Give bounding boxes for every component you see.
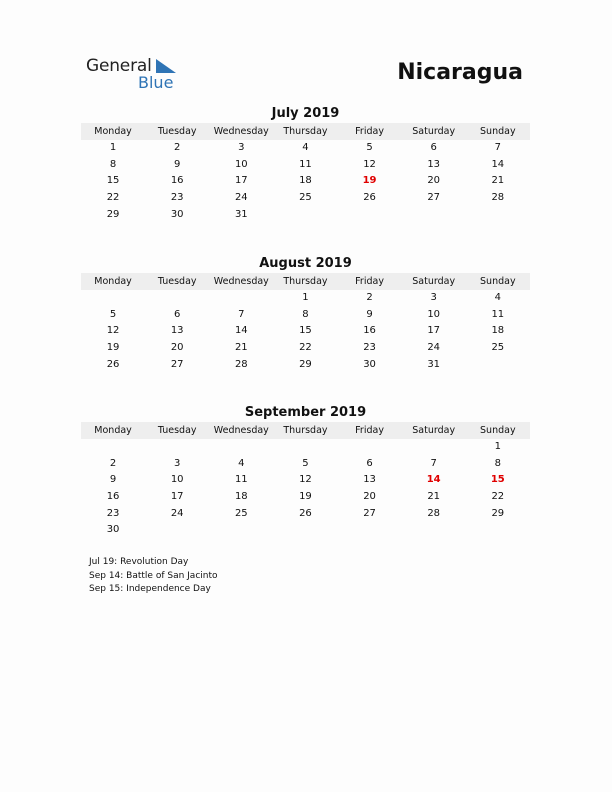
day-cell: 14 bbox=[234, 325, 248, 337]
day-cell: 7 bbox=[238, 308, 245, 320]
day-cell bbox=[209, 290, 273, 307]
day-cell: 26 bbox=[363, 192, 376, 204]
holiday-note: Sep 15: Independence Day bbox=[89, 584, 211, 594]
day-cell: 1 bbox=[109, 142, 117, 153]
day-cell: 1 bbox=[302, 292, 309, 303]
week-row bbox=[81, 173, 530, 190]
day-cell bbox=[145, 290, 209, 307]
day-cell: 12 bbox=[106, 325, 120, 337]
week-row bbox=[81, 290, 530, 307]
weekday-label: Saturday bbox=[412, 126, 456, 137]
week-row bbox=[81, 439, 530, 456]
day-cell: 4 bbox=[302, 142, 309, 153]
day-cell: 3 bbox=[238, 142, 245, 153]
day-cell: 10 bbox=[234, 158, 248, 170]
day-cell: 17 bbox=[234, 175, 248, 187]
week-row bbox=[81, 140, 530, 157]
weekday-label: Wednesday bbox=[213, 126, 269, 137]
day-cell: 8 bbox=[494, 457, 501, 469]
day-cell: 4 bbox=[494, 292, 501, 303]
day-cell bbox=[273, 439, 337, 456]
day-cell: 6 bbox=[430, 142, 437, 153]
day-cell: 27 bbox=[427, 192, 441, 204]
day-cell: 19 bbox=[362, 175, 377, 187]
week-row bbox=[81, 157, 530, 174]
day-cell: 3 bbox=[430, 292, 437, 303]
logo bbox=[86, 56, 196, 96]
day-cell: 9 bbox=[109, 474, 117, 486]
day-cell: 22 bbox=[299, 342, 312, 354]
day-cell: 24 bbox=[170, 507, 184, 519]
day-cell: 9 bbox=[366, 308, 373, 320]
day-cell bbox=[338, 207, 402, 224]
day-cell: 25 bbox=[299, 192, 312, 204]
day-cell bbox=[402, 522, 466, 539]
weekday-label: Monday bbox=[94, 276, 132, 287]
holiday-note: Jul 19: Revolution Day bbox=[89, 557, 189, 567]
week-row bbox=[81, 207, 530, 224]
day-cell: 5 bbox=[366, 142, 373, 153]
day-cell: 29 bbox=[106, 208, 120, 220]
day-cell: 20 bbox=[427, 175, 441, 187]
weekday-label: Saturday bbox=[412, 425, 456, 436]
day-cell: 17 bbox=[170, 491, 184, 503]
day-cell bbox=[145, 439, 209, 456]
day-cell: 22 bbox=[106, 192, 120, 204]
day-cell: 24 bbox=[427, 342, 441, 354]
day-cell: 6 bbox=[174, 308, 181, 320]
week-row bbox=[81, 190, 530, 207]
day-cell bbox=[81, 439, 145, 456]
weekday-label: Sunday bbox=[480, 276, 516, 287]
day-cell: 16 bbox=[363, 325, 376, 337]
weekday-label: Tuesday bbox=[157, 276, 197, 287]
weekday-label: Saturday bbox=[412, 276, 456, 287]
day-cell: 30 bbox=[363, 358, 376, 370]
month-august bbox=[81, 255, 530, 373]
weekday-label: Monday bbox=[94, 126, 132, 137]
week-row bbox=[81, 456, 530, 473]
weekday-label: Tuesday bbox=[157, 425, 197, 436]
logo-general-text: General bbox=[86, 56, 152, 76]
day-cell: 10 bbox=[427, 308, 441, 320]
day-cell: 21 bbox=[491, 175, 505, 187]
day-cell: 20 bbox=[363, 491, 376, 503]
day-cell: 13 bbox=[427, 158, 441, 170]
day-cell: 1 bbox=[494, 441, 501, 452]
weekday-label: Monday bbox=[94, 425, 132, 436]
weekday-label: Wednesday bbox=[213, 276, 269, 287]
day-cell: 19 bbox=[299, 491, 312, 503]
day-cell: 7 bbox=[494, 142, 501, 153]
day-cell: 14 bbox=[426, 474, 441, 486]
day-cell: 2 bbox=[366, 292, 373, 303]
day-cell: 6 bbox=[366, 457, 373, 469]
country-title: Nicaragua bbox=[397, 60, 523, 85]
week-row bbox=[81, 472, 530, 489]
weekday-label: Thursday bbox=[283, 276, 328, 287]
day-cell: 25 bbox=[491, 342, 505, 354]
week-row bbox=[81, 340, 530, 357]
month-july bbox=[81, 105, 530, 223]
weekday-label: Friday bbox=[355, 126, 384, 137]
day-cell: 24 bbox=[234, 192, 248, 204]
weekday-label: Friday bbox=[355, 276, 384, 287]
week-row bbox=[81, 357, 530, 374]
day-cell: 3 bbox=[174, 457, 181, 469]
day-cell: 29 bbox=[491, 507, 505, 519]
day-cell: 13 bbox=[363, 474, 376, 486]
day-cell: 18 bbox=[234, 491, 248, 503]
day-cell: 11 bbox=[299, 158, 312, 170]
month-title: July 2019 bbox=[271, 106, 340, 121]
weekday-header bbox=[81, 422, 530, 439]
day-cell bbox=[402, 207, 466, 224]
day-cell: 2 bbox=[174, 142, 181, 153]
day-cell bbox=[273, 522, 337, 539]
day-cell: 18 bbox=[491, 325, 505, 337]
day-cell: 20 bbox=[170, 342, 184, 354]
holiday-notes bbox=[89, 556, 218, 597]
day-cell: 8 bbox=[109, 158, 117, 170]
day-cell: 11 bbox=[491, 308, 505, 320]
day-cell: 28 bbox=[491, 192, 505, 204]
day-cell bbox=[402, 439, 466, 456]
day-cell: 17 bbox=[427, 325, 441, 337]
day-cell: 21 bbox=[234, 342, 248, 354]
day-cell: 30 bbox=[170, 208, 184, 220]
day-cell: 14 bbox=[491, 158, 505, 170]
weekday-label: Friday bbox=[355, 425, 384, 436]
week-row bbox=[81, 307, 530, 324]
day-cell bbox=[466, 522, 530, 539]
day-cell: 29 bbox=[299, 358, 312, 370]
day-cell: 15 bbox=[106, 175, 120, 187]
day-cell: 26 bbox=[299, 507, 312, 519]
day-cell: 22 bbox=[491, 491, 505, 503]
weekday-header bbox=[81, 123, 530, 140]
day-cell: 19 bbox=[106, 342, 120, 354]
week-row bbox=[81, 506, 530, 523]
day-cell: 28 bbox=[234, 358, 248, 370]
weekday-header bbox=[81, 273, 530, 290]
week-row bbox=[81, 323, 530, 340]
day-cell: 27 bbox=[363, 507, 376, 519]
day-cell: 16 bbox=[170, 175, 184, 187]
day-cell: 26 bbox=[106, 358, 120, 370]
day-cell: 15 bbox=[299, 325, 312, 337]
day-cell: 2 bbox=[109, 457, 117, 469]
day-cell: 27 bbox=[170, 358, 184, 370]
day-cell: 15 bbox=[490, 474, 505, 486]
day-cell bbox=[466, 357, 530, 374]
day-cell: 31 bbox=[234, 208, 248, 220]
weekday-label: Sunday bbox=[480, 425, 516, 436]
month-title: September 2019 bbox=[244, 405, 367, 420]
day-cell: 23 bbox=[170, 192, 184, 204]
week-row bbox=[81, 522, 530, 539]
weekday-label: Wednesday bbox=[213, 425, 269, 436]
day-cell: 23 bbox=[106, 507, 120, 519]
day-cell: 30 bbox=[106, 524, 120, 536]
day-cell: 28 bbox=[427, 507, 441, 519]
day-cell: 12 bbox=[299, 474, 312, 486]
holiday-note: Sep 14: Battle of San Jacinto bbox=[89, 570, 218, 581]
day-cell: 5 bbox=[302, 457, 309, 469]
day-cell bbox=[209, 522, 273, 539]
day-cell: 25 bbox=[234, 507, 248, 519]
weekday-label: Thursday bbox=[283, 425, 328, 436]
day-cell: 9 bbox=[174, 158, 181, 170]
day-cell: 8 bbox=[302, 308, 309, 320]
day-cell: 11 bbox=[234, 474, 248, 486]
day-cell bbox=[209, 439, 273, 456]
day-cell: 23 bbox=[363, 342, 376, 354]
day-cell: 12 bbox=[363, 158, 376, 170]
day-cell bbox=[466, 207, 530, 224]
day-cell: 21 bbox=[427, 491, 441, 503]
logo-blue-text: Blue bbox=[138, 73, 174, 92]
day-cell bbox=[338, 439, 402, 456]
day-cell: 16 bbox=[106, 491, 120, 503]
weekday-label: Sunday bbox=[480, 126, 516, 137]
day-cell: 18 bbox=[299, 175, 312, 187]
day-cell: 10 bbox=[170, 474, 184, 486]
month-september bbox=[81, 404, 530, 539]
day-cell: 7 bbox=[430, 457, 437, 469]
day-cell: 5 bbox=[109, 308, 117, 320]
day-cell: 13 bbox=[170, 325, 184, 337]
weekday-label: Thursday bbox=[283, 126, 328, 137]
weekday-label: Tuesday bbox=[157, 126, 197, 137]
day-cell bbox=[338, 522, 402, 539]
day-cell bbox=[81, 290, 145, 307]
day-cell bbox=[273, 207, 337, 224]
week-row bbox=[81, 489, 530, 506]
month-title: August 2019 bbox=[259, 256, 352, 271]
day-cell bbox=[145, 522, 209, 539]
day-cell: 4 bbox=[238, 457, 245, 469]
day-cell: 31 bbox=[427, 358, 441, 370]
